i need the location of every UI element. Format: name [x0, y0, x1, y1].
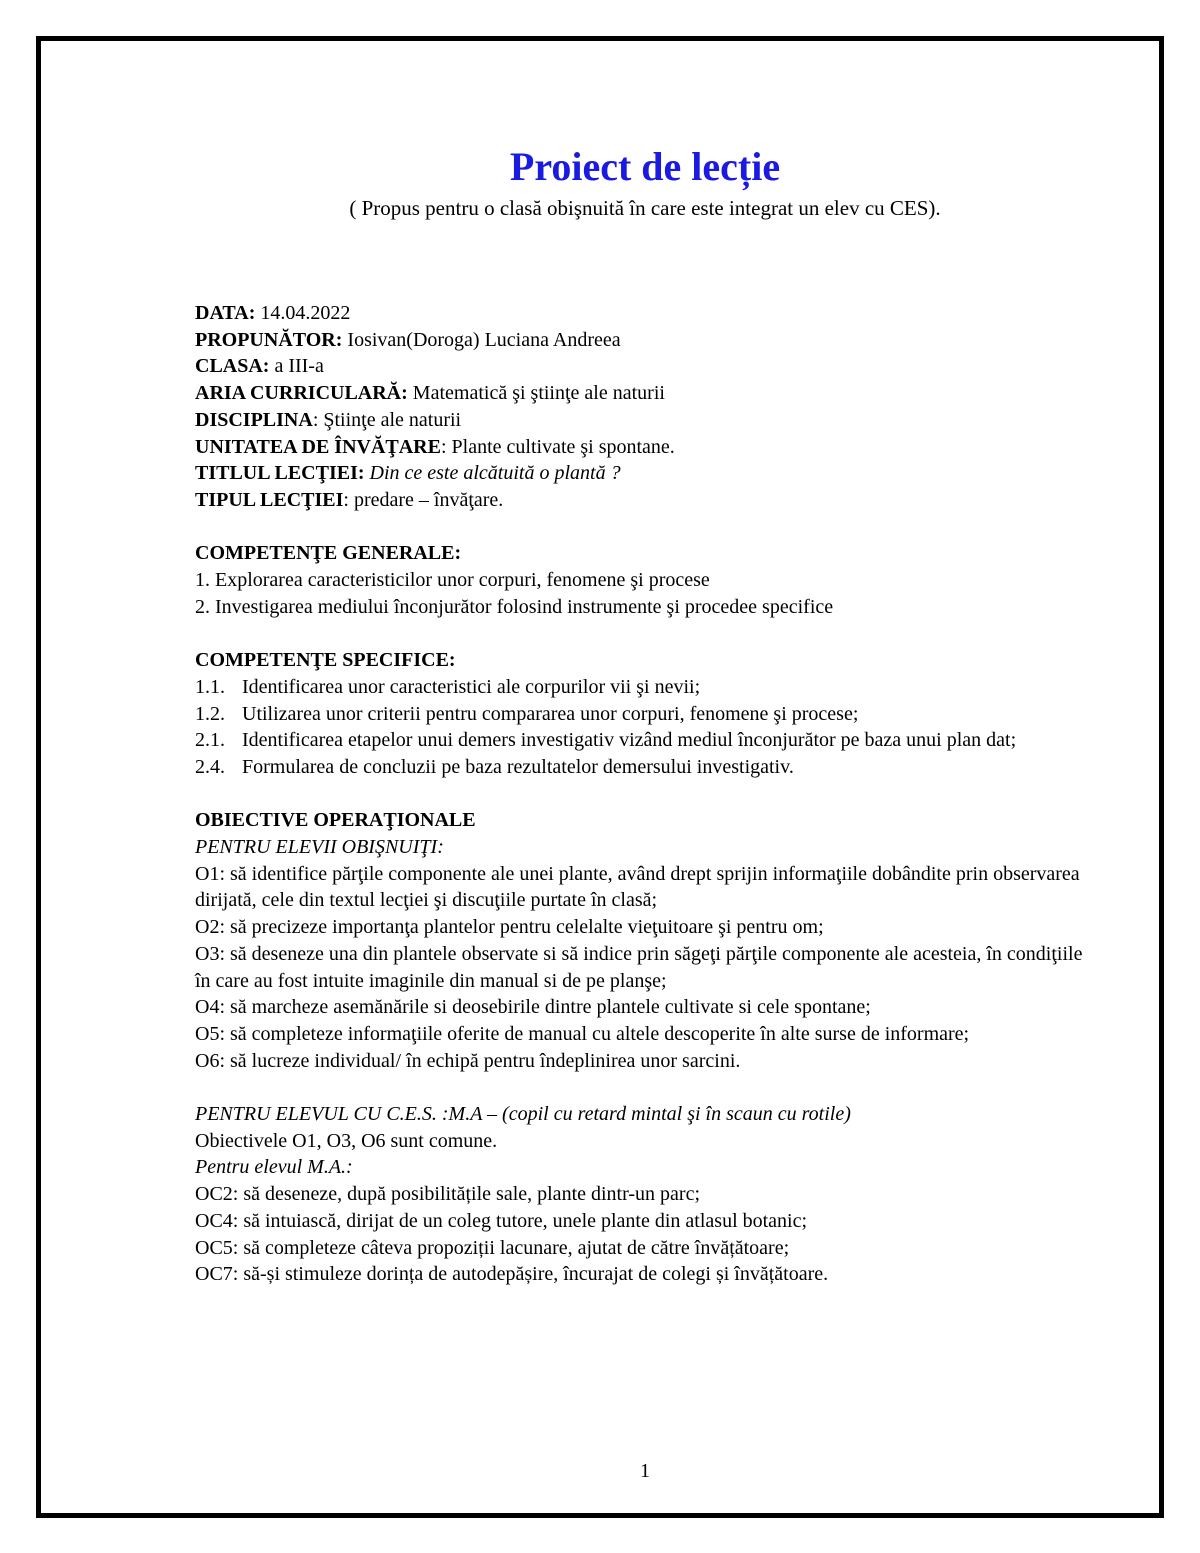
info-lesson-title [195, 460, 1100, 487]
item-number: 2.1. [195, 729, 225, 752]
general-competence-item: 2. Investigarea mediului înconjurător folosind instrumente şi procedee specifice [195, 595, 834, 618]
page-number: 1 [640, 1460, 650, 1482]
info-label: TIPUL LECŢIEI [195, 488, 344, 511]
ces-objective-item: OC4: să intuiască, dirijat de un coleg tutore, unele plante din atlasul botanic; [195, 1209, 808, 1232]
specific-competence-item [195, 754, 1100, 781]
objectives-subheading: PENTRU ELEVII OBIŞNUIŢI: [195, 836, 444, 859]
objective-item: O4: să marcheze asemănările si deosebirile dintre plantele cultivate si cele spontane; [195, 996, 871, 1019]
info-label: CLASA: [195, 355, 270, 378]
info-value: 14.04.2022 [255, 302, 351, 324]
document-title: Proiect de lecție [509, 144, 781, 189]
specific-competences-heading: COMPETENŢE SPECIFICE: [195, 649, 456, 672]
objective-item: O6: să lucreze individual/ în echipă pentru îndeplinirea unor sarcini. [195, 1049, 741, 1072]
info-value: : Ştiinţe ale naturii [312, 408, 462, 431]
item-text: Formularea de concluzii pe baza rezultatelor demersului investigativ. [242, 755, 794, 778]
info-label: UNITATEA DE ÎNVĂŢARE [195, 435, 441, 458]
info-label: ARIA CURRICULARĂ: [195, 382, 408, 405]
info-value: : predare – învăţare. [343, 488, 504, 511]
info-date [195, 300, 1100, 327]
info-lesson-type [195, 487, 1100, 514]
specific-competence-item [195, 701, 1100, 728]
objective-item: O3: să deseneze una din plantele observate si să indice prin săgeţi părţile componente ale acesteia, în condiţiile în care au fost intuite imaginile din manual si de pe planşe; [195, 942, 1083, 992]
general-competence-item: 1. Explorarea caracteristicilor unor corpuri, fenomene şi procese [195, 569, 710, 592]
ces-heading: PENTRU ELEVUL CU C.E.S. :M.A – (copil cu retard mintal şi în scaun cu rotile) [195, 1103, 851, 1126]
objective-item: O2: să precizeze importanţa plantelor pentru celelalte vieţuitoare şi pentru om; [195, 916, 824, 939]
item-text: Utilizarea unor criterii pentru compararea unor corpuri, fenomene şi procese; [242, 702, 859, 725]
info-label: PROPUNĂTOR: [195, 328, 343, 351]
info-label: DISCIPLINA [195, 408, 313, 431]
info-discipline [195, 407, 1100, 434]
ces-common-objectives: Obiectivele O1, O3, O6 sunt comune. [195, 1129, 498, 1152]
item-text: Identificarea unor caracteristici ale corpurilor vii şi nevii; [242, 675, 701, 698]
info-value: a III-a [269, 355, 324, 378]
objective-item: O1: să identifice părţile componente ale unei plante, având drept sprijin informaţiile dobândite prin observarea dirijată, cele din textul lecţiei şi discuţiile purtate în clasă; [195, 862, 1080, 912]
specific-competence-item [195, 674, 1100, 701]
item-number: 1.1. [195, 675, 225, 698]
general-competences-heading: COMPETENŢE GENERALE: [195, 542, 462, 565]
document-body [195, 300, 1100, 1288]
info-label: TITLUL LECŢIEI: [195, 462, 365, 485]
info-value: Din ce este alcătuită o plantă ? [364, 462, 621, 485]
objectives-heading: OBIECTIVE OPERAŢIONALE [195, 809, 476, 832]
info-value: : Plante cultivate şi spontane. [440, 435, 675, 458]
info-label: DATA: [195, 302, 256, 324]
info-curricular-area [195, 380, 1100, 407]
ces-objective-item: OC2: să deseneze, după posibilitățile sale, plante dintr-un parc; [195, 1183, 700, 1206]
item-number: 1.2. [195, 702, 225, 725]
item-number: 2.4. [195, 755, 225, 778]
info-author [195, 327, 1100, 354]
ces-subheading: Pentru elevul M.A.: [195, 1156, 353, 1179]
objective-item: O5: să completeze informaţiile oferite de manual cu altele descoperite în alte surse de informare; [195, 1022, 970, 1045]
document-subtitle: ( Propus pentru o clasă obişnuită în care este integrat un elev cu CES). [349, 196, 941, 220]
info-value: Matematică şi ştiinţe ale naturii [407, 382, 665, 405]
info-class [195, 353, 1100, 380]
ces-objective-item: OC5: să completeze câteva propoziții lacunare, ajutat de către învățătoare; [195, 1236, 790, 1259]
specific-competence-item [195, 727, 1100, 754]
info-unit [195, 434, 1100, 461]
ces-objective-item: OC7: să-și stimuleze dorința de autodepășire, încurajat de colegi și învățătoare. [195, 1263, 829, 1286]
item-text: Identificarea etapelor unui demers investigativ vizând mediul înconjurător pe baza unui plan dat; [242, 729, 1017, 752]
info-value: Iosivan(Doroga) Luciana Andreea [342, 328, 621, 351]
